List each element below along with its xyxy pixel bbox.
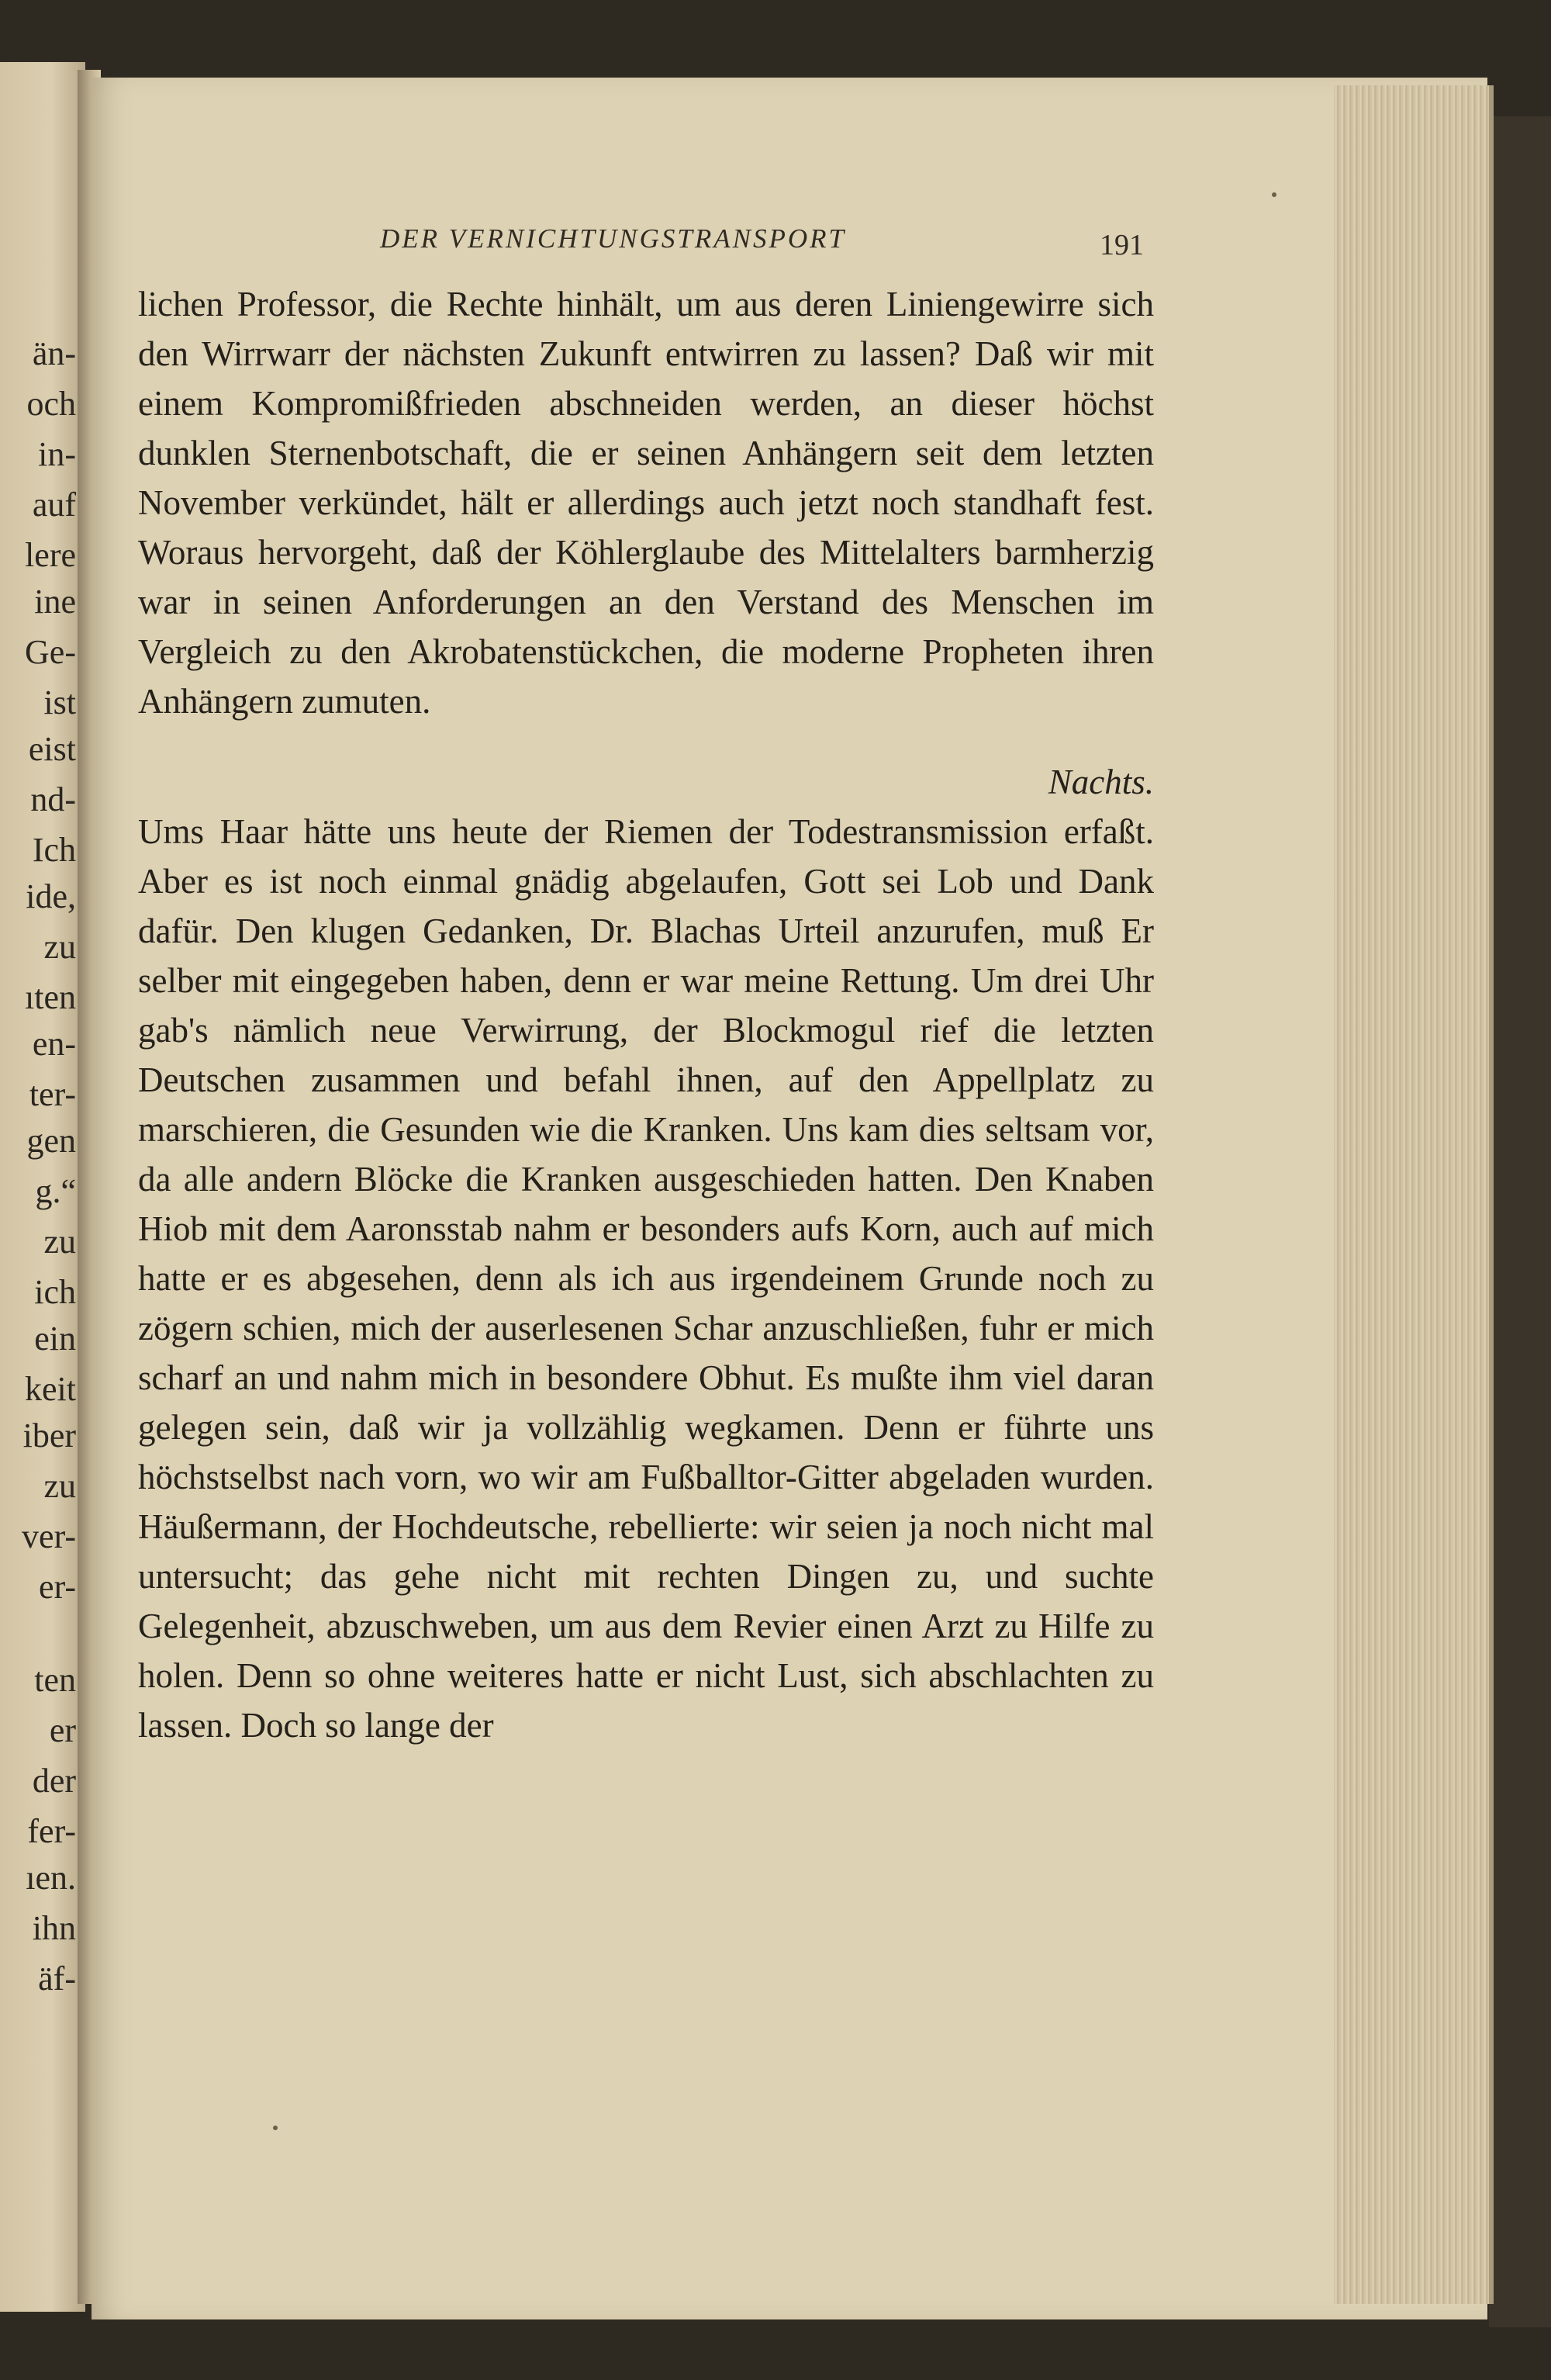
left-page-fragment: ein [34,1320,76,1358]
book-shadow [1489,116,1551,2327]
left-page-fragment: keit [25,1370,76,1408]
left-page-fragment: eist [28,730,76,768]
left-page-fragment: lere [25,536,76,574]
left-page-fragment: ter- [29,1075,76,1113]
left-page-fragment: in- [38,435,76,473]
page-edges [1334,85,1494,2304]
left-page-fragment: ıen. [26,1859,76,1897]
left-page-fragment: fer- [27,1812,76,1850]
left-page-fragment: ine [34,583,76,621]
left-page-fragment: iber [22,1417,76,1455]
left-page-fragment: än- [32,334,76,372]
left-page-fragment: ide, [26,877,76,915]
left-page-fragment: zu [43,1223,76,1261]
left-page-fragment: äf- [38,1960,76,1998]
left-page-fragment: er [49,1711,76,1749]
left-page-fragment: der [32,1762,76,1800]
left-page-fragment: ich [34,1273,76,1311]
dateline: Nachts. [1048,763,1154,801]
left-page-fragment: nd- [30,780,76,818]
left-page-fragment: en- [32,1025,76,1063]
left-page-fragment: ihn [32,1909,76,1947]
left-page-fragment: ist [43,683,76,721]
left-page-fragment: och [26,385,76,423]
left-page-fragment: Ge- [25,633,76,671]
page-number: 191 [1100,229,1144,261]
left-page-fragment: auf [32,486,76,524]
left-page-fragment: zu [43,928,76,966]
page-body [138,279,1154,1750]
left-page-fragment: ten [34,1661,76,1699]
left-page-fragment: Ich [32,831,76,869]
paper-speck [273,2126,278,2130]
left-page-fragment: ıten [25,978,76,1016]
left-page-fragment: gen [26,1122,76,1160]
paragraph: lichen Professor, die Rechte hinhält, um aus deren Liniengewirre sich den Wirrwarr der nächsten Zukunft entwirren zu lassen? Daß wir mit einem Kompromißfrieden abschneiden werden, an dieser höchst dunklen Sternenbotschaft, die er seinen Anhängern seit dem letzten November verkündet, hält er allerdings auch jetzt noch standhaft fest. Woraus hervorgeht, daß der Köhlerglaube des Mittelalters barmherzig war in seinen Anforderungen an den Verstand des Menschen im Vergleich zu den Akrobatenstückchen, die moderne Propheten ihren Anhängern zumuten. [138,285,1154,721]
left-page-fragment: zu [43,1467,76,1505]
paragraph: Ums Haar hätte uns heute der Riemen der Todestransmission erfaßt. Aber es ist noch einmal gnädig abgelaufen, Gott sei Lob und Dank dafür. Den klugen Gedanken, Dr. Blachas Urteil anzurufen, muß Er selber mit eingegeben haben, denn er war meine Rettung. Um drei Uhr gab's nämlich neue Verwirrung, der Blockmogul rief die letzten Deutschen zusammen und befahl ihnen, auf den Appellplatz zu marschieren, die Gesunden wie die Kranken. Uns kam dies seltsam vor, da alle andern Blöcke die Kranken ausgeschieden hatten. Den Knaben Hiob mit dem Aaronsstab nahm er besonders aufs Korn, auch auf mich hatte er es abgesehen, denn als ich aus irgendeinem Grunde noch zu zögern schien, mich der auserlesenen Schar anzuschließen, fuhr er mich scharf an und nahm mich in besondere Obhut. Es mußte ihm viel daran gelegen sein, daß wir ja vollzählig wegkamen. Denn er führte uns höchstselbst nach vorn, wo wir am Fußballtor-Gitter abgeladen wurden. Häußermann, der Hochdeutsche, rebellierte: wir seien ja noch nicht mal untersucht; das gehe nicht mit rechten Dingen zu, und suchte Gelegenheit, abzuschweben, um aus dem Revier einen Arzt zu Hilfe zu holen. Denn so ohne weiteres hatte er nicht Lust, sich abschlachten zu lassen. Doch so lange der [138,812,1154,1745]
left-page-fragment: er- [39,1568,76,1606]
paper-speck [1272,192,1276,197]
left-page-fragment: g.“ [35,1172,76,1210]
left-page-fragment: ver- [22,1517,76,1555]
running-head: DER VERNICHTUNGSTRANSPORT [380,223,846,254]
